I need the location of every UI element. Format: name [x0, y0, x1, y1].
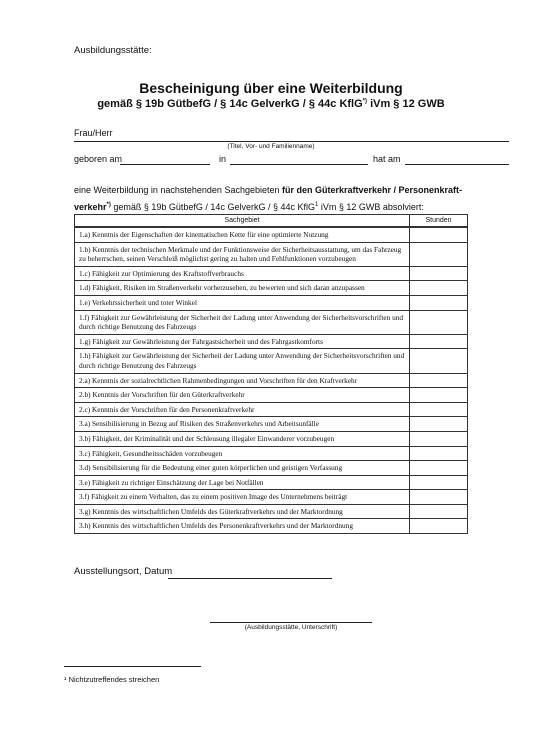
sachgebiet-text: 2.b) Kenntnis der Vorschriften für den Güterkraftverkehr	[79, 390, 245, 400]
sachgebiet-cell	[75, 243, 410, 266]
intro-text-d: gemäß § 19b GütbefG / 14c GelverkG / § 44c KflG	[110, 202, 315, 212]
stunden-cell[interactable]	[410, 311, 467, 334]
sachgebiet-cell	[75, 417, 410, 431]
sachgebiet-cell	[75, 461, 410, 475]
table-row	[75, 402, 467, 417]
sachgebiet-cell	[75, 505, 410, 519]
ausstellungsort-label: Ausstellungsort, Datum	[74, 566, 173, 577]
stunden-cell[interactable]	[410, 296, 467, 310]
stunden-cell[interactable]	[410, 476, 467, 490]
table-row	[75, 387, 467, 402]
stunden-cell[interactable]	[410, 374, 467, 388]
ausstellungsort-line[interactable]	[168, 578, 332, 579]
sachgebiet-cell	[75, 281, 410, 295]
table-row	[75, 295, 467, 310]
intro-paragraph	[74, 183, 474, 215]
sachgebiet-cell	[75, 374, 410, 388]
name-hint: (Titel, Vor- und Familienname)	[227, 143, 315, 150]
footnote-text: ¹ Nichtzutreffendes streichen	[64, 675, 160, 684]
sachgebiet-cell	[75, 311, 410, 334]
sachgebiet-cell	[75, 403, 410, 417]
sachgebiet-cell	[75, 296, 410, 310]
document-subtitle	[0, 98, 542, 110]
sachgebiet-text: 3.h) Kenntnis des wirtschaftlichen Umfelds des Personenkraftverkehrs und der Marktordnung	[79, 521, 353, 531]
sachgebiet-cell	[75, 267, 410, 281]
sachgebiet-text: 1.c) Fähigkeit zur Optimierung des Kraftstoffverbrauchs	[79, 268, 244, 278]
stunden-cell[interactable]	[410, 490, 467, 504]
sachgebiet-text: 3.c) Fähigkeit, Gesundheitsschäden vorzubeugen	[79, 448, 223, 458]
table-row	[75, 227, 467, 242]
stunden-cell[interactable]	[410, 267, 467, 281]
hat-am-line[interactable]	[405, 164, 509, 165]
sachgebiet-text: 1.f) Fähigkeit zur Gewährleistung der Sicherheit der Ladung unter Anwendung der Sicherheitsvorschriften und durch richtige Benutzung des Fahrzeugs	[79, 312, 404, 332]
intro-text-a: eine Weiterbildung in nachstehenden Sachgebieten	[74, 185, 282, 195]
document-title: Bescheinigung über eine Weiterbildung	[139, 80, 403, 96]
stunden-cell[interactable]	[410, 335, 467, 349]
table-row	[75, 373, 467, 388]
sachgebiet-cell	[75, 388, 410, 402]
sachgebiet-cell	[75, 335, 410, 349]
subtitle-text-a: gemäß § 19b GütbefG / § 14c GelverkG / § 44c KflG	[97, 98, 363, 110]
sachgebiet-text: 3.g) Kenntnis des wirtschaftlichen Umfelds des Güterkraftverkehrs und der Marktordnung	[79, 506, 343, 516]
sachgebiet-text: 2.a) Kenntnis der sozialrechtlichen Rahmenbedingungen und Vorschriften für den Kraftverkehr	[79, 375, 358, 385]
table-row	[75, 446, 467, 461]
table-row	[75, 475, 467, 490]
table-row	[75, 280, 467, 295]
table-row	[75, 431, 467, 446]
hat-am-label: hat am	[373, 154, 401, 164]
table-row	[75, 334, 467, 349]
table-row	[75, 242, 467, 266]
geburtsort-line[interactable]	[230, 164, 368, 165]
sachgebiet-cell	[75, 228, 410, 242]
stunden-cell[interactable]	[410, 519, 467, 533]
geboren-am-line[interactable]	[120, 164, 210, 165]
sachgebiet-text: 2.c) Kenntnis der Vorschriften für den Personenkraftverkehr	[79, 404, 255, 414]
intro-footnote-mark-2: 1	[314, 202, 319, 208]
in-label: in	[219, 154, 227, 164]
intro-text-c: verkehr	[74, 202, 107, 212]
stunden-cell[interactable]	[410, 403, 467, 417]
stunden-cell[interactable]	[410, 228, 467, 242]
sachgebiet-text: 3.f) Fähigkeit zu einem Verhalten, das zu einem positiven Image des Unternehmens beiträgt	[79, 492, 348, 502]
stunden-cell[interactable]	[410, 281, 467, 295]
col-header-stunden: Stunden	[425, 217, 452, 224]
sachgebiet-text: 3.e) Fähigkeit zu richtiger Einschätzung der Lage bei Notfällen	[79, 477, 264, 487]
table-row	[75, 518, 467, 533]
table-row	[75, 489, 467, 504]
signature-hint: (Ausbildungsstätte, Unterschrift)	[244, 624, 338, 631]
intro-footnote-mark: *)	[106, 202, 111, 208]
stunden-cell[interactable]	[410, 349, 467, 372]
sachgebiet-text: 1.d) Fähigkeit, Risiken im Straßenverkehr vorherzusehen, zu bewerten und sich daran anzupassen	[79, 283, 365, 293]
sachgebiet-text: 1.a) Kenntnis der Eigenschaften der kinematischen Kette für eine optimierte Nutzung	[79, 230, 329, 239]
subtitle-text-b: iVm § 12 GWB	[367, 98, 445, 110]
sachgebiet-text: 1.h) Fähigkeit zur Gewährleistung der Sicherheit der Ladung unter Anwendung der Sicherheitsvorschriften und durch richtige Benutzung des Fahrzeugs	[79, 351, 405, 370]
stunden-cell[interactable]	[410, 388, 467, 402]
sachgebiet-cell	[75, 349, 410, 372]
sachgebiet-cell	[75, 476, 410, 490]
sachgebiet-cell	[75, 432, 410, 446]
ausbildungsstaette-label: Ausbildungsstätte:	[74, 45, 152, 56]
table-row	[75, 416, 467, 431]
sachgebiet-text: 3.d) Sensibilisierung für die Bedeutung einer guten körperlichen und geistigen Verfassung	[79, 463, 343, 473]
sachgebiet-cell	[75, 447, 410, 461]
sachgebiet-text: 3.b) Fähigkeit, der Kriminalität und der Schleusung illegaler Einwanderer vorzubeugen	[79, 433, 335, 443]
weiterbildung-table	[74, 214, 468, 534]
table-header	[75, 215, 467, 227]
sachgebiet-text: 1.e) Verkehrssicherheit und toter Winkel	[79, 297, 197, 307]
stunden-cell[interactable]	[410, 461, 467, 475]
table-body	[75, 227, 467, 533]
table-row	[75, 504, 467, 519]
stunden-cell[interactable]	[410, 432, 467, 446]
stunden-cell[interactable]	[410, 447, 467, 461]
sachgebiet-text: 1.g) Fähigkeit zur Gewährleistung der Fahrgastsicherheit und des Fahrgastkomforts	[79, 336, 323, 346]
sachgebiet-cell	[75, 519, 410, 533]
signature-line[interactable]	[210, 622, 372, 623]
stunden-cell[interactable]	[410, 505, 467, 519]
table-row	[75, 310, 467, 334]
subtitle-footnote-mark: *)	[362, 98, 368, 105]
table-row	[75, 460, 467, 475]
sachgebiet-text: 1.b) Kenntnis der technischen Merkmale und der Funktionsweise der Sicherheitsausstattung, um das Fahrzeug zu beherrschen, seinen Verschleiß möglichst gering zu halten und Fehlfunktionen vorzubeugen	[79, 244, 402, 264]
name-line[interactable]	[74, 141, 509, 142]
stunden-cell[interactable]	[410, 417, 467, 431]
geboren-am-label: geboren am	[74, 154, 123, 164]
sachgebiet-cell	[75, 490, 410, 504]
sachgebiet-text: 3.a) Sensibilisierung in Bezug auf Risiken des Straßenverkehrs und Arbeitsunfälle	[79, 419, 319, 429]
footnote-separator	[64, 666, 201, 667]
table-row	[75, 348, 467, 372]
frau-herr-label: Frau/Herr	[74, 128, 113, 138]
table-row	[75, 266, 467, 281]
intro-text-b: für den Güterkraftverkehr / Personenkraft-	[282, 185, 463, 195]
stunden-cell[interactable]	[410, 243, 467, 266]
col-header-sachgebiet: Sachgebiet	[75, 215, 410, 226]
intro-text-e: iVm § 12 GWB absolviert:	[318, 202, 424, 212]
